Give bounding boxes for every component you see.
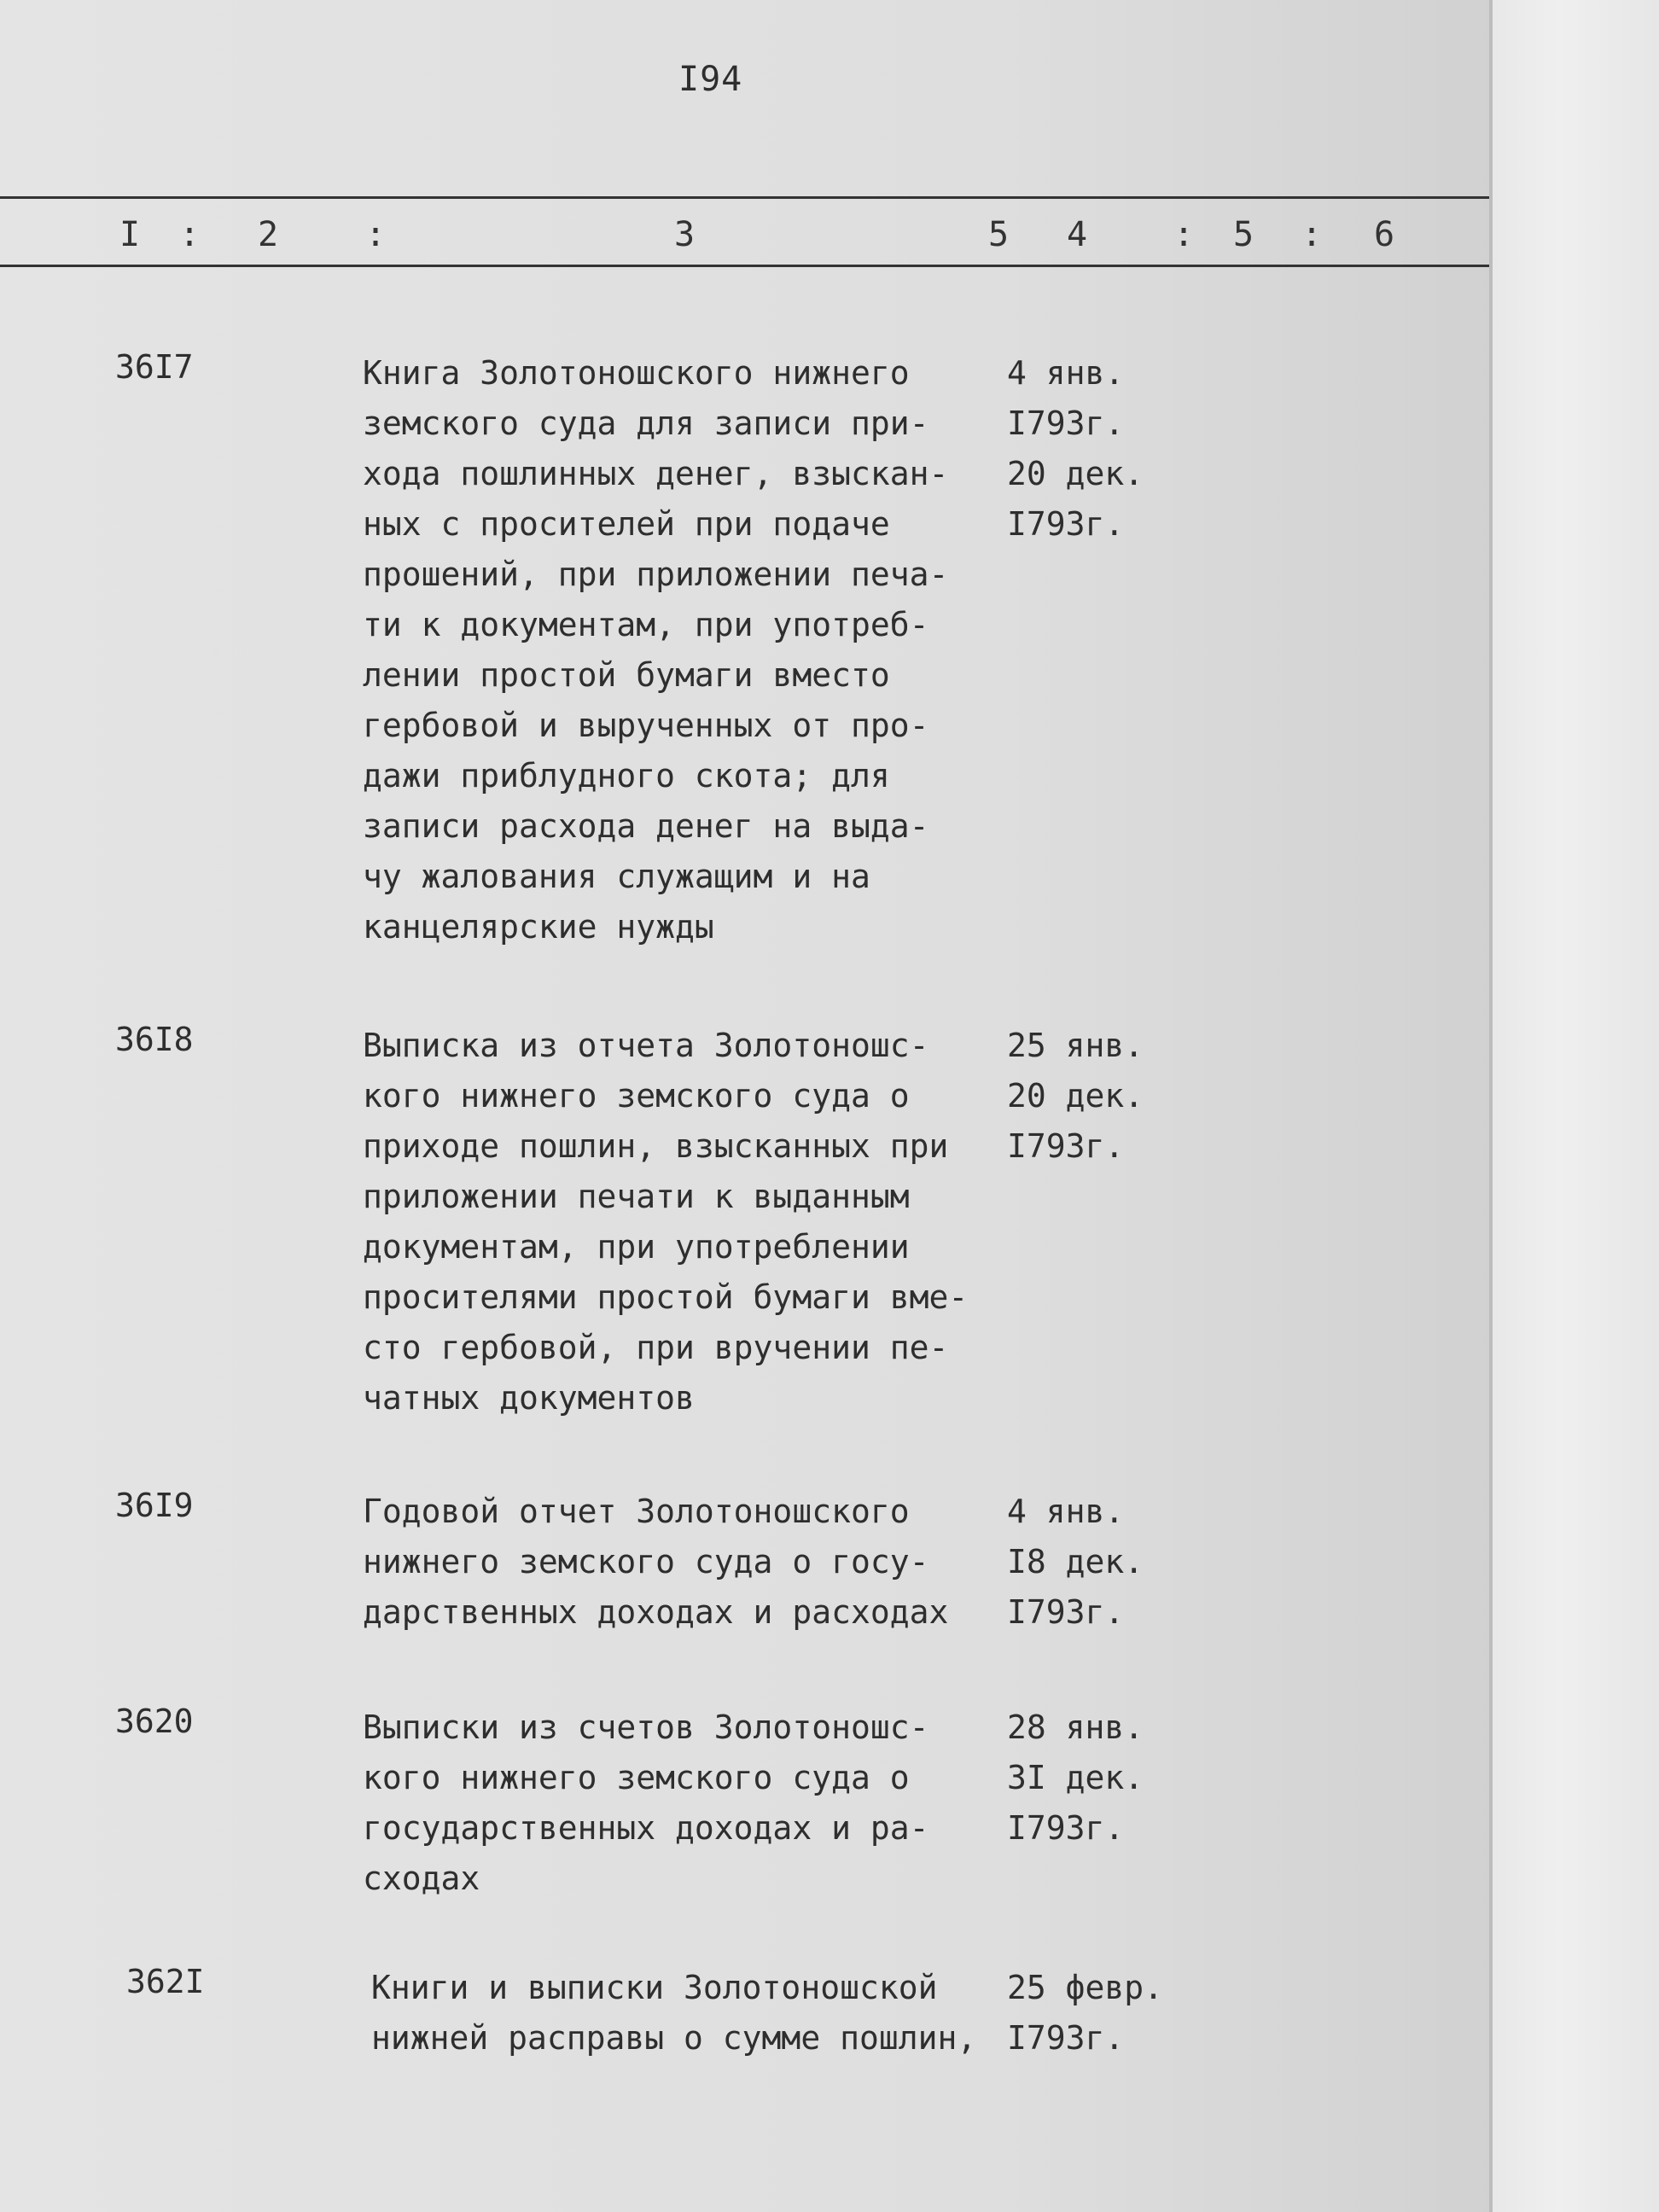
description-line: гербовой и вырученных от про- xyxy=(363,707,929,744)
date-line: I793г. xyxy=(1007,505,1125,543)
date-line: I793г. xyxy=(1007,405,1125,442)
description-line: Выписка из отчета Золотоношс- xyxy=(363,1027,929,1064)
column-header-2: 2 xyxy=(258,215,279,254)
entry-dates xyxy=(1007,1021,1212,1172)
description-line: Книга Золотоношского нижнего xyxy=(363,354,910,392)
description-line: дажи приблудного скота; для xyxy=(363,757,890,795)
column-header-4-overstrike: 5 xyxy=(988,215,1010,254)
column-header-5: 5 xyxy=(1233,215,1254,254)
description-line: ных с просителей при подаче xyxy=(363,505,890,543)
description-line: сходах xyxy=(363,1860,480,1897)
page-edge xyxy=(1489,0,1493,2212)
date-line: I793г. xyxy=(1007,1127,1125,1165)
entry-number: 36I9 xyxy=(115,1487,194,1524)
entry-number: 36I7 xyxy=(115,348,194,386)
date-line: 25 янв. xyxy=(1007,1027,1144,1064)
column-separator: : xyxy=(179,215,201,254)
date-line: I8 дек. xyxy=(1007,1543,1144,1580)
page-number: I94 xyxy=(678,60,743,99)
column-header-3: 3 xyxy=(674,215,696,254)
date-line: 20 дек. xyxy=(1007,1077,1144,1115)
description-line: земского суда для записи при- xyxy=(363,405,929,442)
description-line: сто гербовой, при вручении пе- xyxy=(363,1329,949,1366)
date-line: 4 янв. xyxy=(1007,354,1125,392)
description-line: приложении печати к выданным xyxy=(363,1178,910,1215)
entry-description xyxy=(371,1963,1028,2064)
column-separator: : xyxy=(1173,215,1195,254)
description-line: государственных доходах и ра- xyxy=(363,1809,929,1847)
description-line: хода пошлинных денег, взыскан- xyxy=(363,455,949,492)
date-line: I793г. xyxy=(1007,1809,1125,1847)
description-line: дарственных доходах и расходах xyxy=(363,1593,949,1631)
description-line: ти к документам, при употреб- xyxy=(363,606,929,643)
date-line: 4 янв. xyxy=(1007,1493,1125,1530)
adjacent-page xyxy=(1493,0,1659,2212)
header-rule-top xyxy=(0,196,1489,199)
description-line: Книги и выписки Золотоношской xyxy=(371,1969,938,2006)
date-line: I793г. xyxy=(1007,2019,1125,2057)
entry-number: 36I8 xyxy=(115,1021,194,1058)
date-line: I793г. xyxy=(1007,1593,1125,1631)
entry-dates xyxy=(1007,1703,1212,1854)
description-line: лении простой бумаги вместо xyxy=(363,656,890,694)
date-line: 20 дек. xyxy=(1007,455,1144,492)
description-line: Годовой отчет Золотоношского xyxy=(363,1493,910,1530)
column-header-6: 6 xyxy=(1374,215,1395,254)
column-separator: : xyxy=(1301,215,1323,254)
entry-description xyxy=(363,1487,1020,1638)
description-line: прошений, при приложении печа- xyxy=(363,556,949,593)
description-line: канцелярские нужды xyxy=(363,908,714,946)
description-line: кого нижнего земского суда о xyxy=(363,1759,910,1796)
header-rule-bottom xyxy=(0,265,1489,267)
entry-description xyxy=(363,1021,1020,1423)
description-line: Выписки из счетов Золотоношс- xyxy=(363,1708,929,1746)
entry-description xyxy=(363,348,1020,952)
description-line: просителями простой бумаги вме- xyxy=(363,1278,969,1316)
date-line: 3I дек. xyxy=(1007,1759,1144,1796)
description-line: чу жалования служащим и на xyxy=(363,858,870,895)
description-line: приходе пошлин, взысканных при xyxy=(363,1127,949,1165)
column-header-1: I xyxy=(119,215,141,254)
entry-dates xyxy=(1007,1487,1212,1638)
description-line: нижнего земского суда о госу- xyxy=(363,1543,929,1580)
date-line: 25 февр. xyxy=(1007,1969,1164,2006)
entry-dates xyxy=(1007,348,1212,550)
entry-number: 362I xyxy=(126,1963,205,2000)
description-line: записи расхода денег на выда- xyxy=(363,807,929,845)
column-header-4: 4 xyxy=(1067,215,1088,254)
description-line: документам, при употреблении xyxy=(363,1228,910,1266)
date-line: 28 янв. xyxy=(1007,1708,1144,1746)
description-line: нижней расправы о сумме пошлин, xyxy=(371,2019,977,2057)
description-line: кого нижнего земского суда о xyxy=(363,1077,910,1115)
entry-dates xyxy=(1007,1963,1212,2064)
entry-description xyxy=(363,1703,1020,1904)
entry-number: 3620 xyxy=(115,1703,194,1740)
column-separator: : xyxy=(365,215,387,254)
description-line: чатных документов xyxy=(363,1379,695,1417)
